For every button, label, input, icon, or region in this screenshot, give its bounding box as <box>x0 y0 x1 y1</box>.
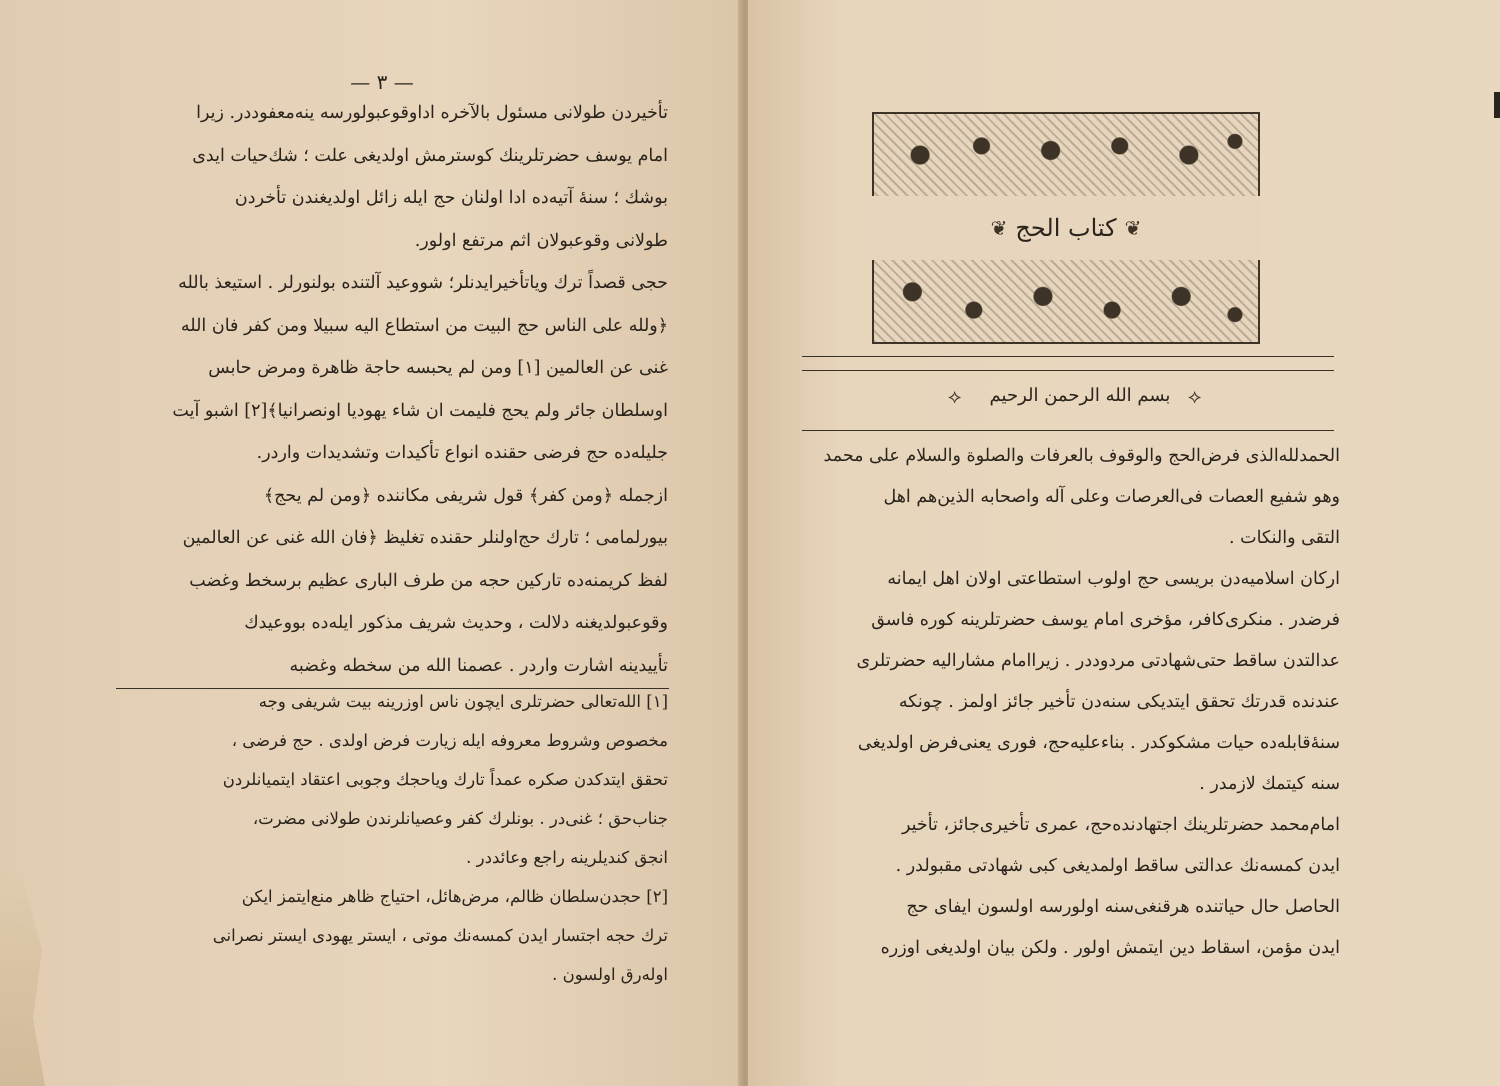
text-line: التقی والنکات . <box>1229 528 1340 548</box>
left-page-footnotes <box>124 682 668 994</box>
text-line: الحمدلله‌الذی فرض‌الحج والوقوف بالعرفات والصلوة والسلام علی محمد <box>823 446 1340 466</box>
basmala-heading: بسم الله الرحمن الرحیم <box>989 385 1171 406</box>
page-number: — ٣ — <box>350 70 414 94</box>
header-rule-upper <box>802 370 1334 371</box>
text-line: جلیله‌ده حج فرضی حقنده انواع تأکیدات وتشدیدات واردر. <box>256 443 668 463</box>
text-line: [١] الله‌تعالی حضرتلری ایچون ناس اوزرینه بیت شریفی وجه <box>258 692 668 711</box>
text-line: [٢] حجدن‌سلطان ظالم، مرض‌هائل، احتیاج ظاهر منع‌ایتمز ایکن <box>241 887 668 906</box>
text-line: ازجمله ﴿ومن کفر﴾ قول شریفی مکاننده ﴿ومن لم یحج﴾ <box>263 485 668 506</box>
text-line: امام یوسف حضرتلرینك كوسترمش اولدیغی علت ؛ شك‌حیات ایدی <box>192 145 668 166</box>
text-line: لفظ کریمنه‌ده تارکین حجه من طرف الباری عظیم برسخط وغضب <box>189 570 668 591</box>
text-line: بوشك ؛ سنهٔ آتیه‌ده ادا اولنان حج ایله زائل اولدیغندن تأخردن <box>234 188 668 208</box>
text-line: تأییدینه اشارت واردر . عصمنا الله من سخطه وغضبه <box>289 655 668 676</box>
text-line: حجی قصداً ترك ویاتأخیرایدنلر؛ شووعید آلتنده بولنورلر . استیعذ بالله <box>178 273 668 293</box>
flourish-ornament-icon: ❦ <box>1124 216 1142 240</box>
text-line: انجق کندیلرینه راجع وعائددر . <box>466 848 668 867</box>
flourish-ornament-icon: ❦ <box>990 216 1008 240</box>
torn-corner <box>0 860 60 1086</box>
text-line: طولانی وقوعبولان اثم مرتفع اولور. <box>414 230 668 251</box>
chapter-title: کتاب الحج <box>1015 214 1117 242</box>
text-line: الحاصل حال حیاتنده هرقنغی‌سنه اولورسه اولسون ایفای حج <box>906 897 1340 917</box>
text-line: تحقق ایتدکدن صکره عمداً تارك ویاحجك وجوبی اعتقاد ایتمیانلردن <box>222 770 668 789</box>
text-line: ﴿ولله علی الناس حج البیت من استطاع الیه سبیلا ومن کفر فان الله <box>180 315 668 336</box>
text-line: اوله‌رق اولسون . <box>552 965 668 984</box>
ornament-title-band <box>872 196 1260 260</box>
text-line: سنهٔ‌قابله‌ده حیات مشکوکدر . بناءعلیه‌حج، فوری یعنی‌فرض اولدیغی <box>857 733 1340 753</box>
text-line: امام‌محمد حضرتلرینك اجتهادنده‌حج، عمری تأخیری‌جائز، تأخیر <box>901 815 1340 835</box>
text-line: ارکان اسلامیه‌دن بریسی حج اولوب استطاعتی اولان اهل ایمانه <box>887 569 1340 589</box>
text-line: عدالتدن ساقط حتی‌شهادتی مردوددر . زیراامام مشارالیه حضرتلری <box>856 651 1340 671</box>
text-line: غنی عن العالمین [١] ومن لم یحبسه حاجة ظاهرة ومرض حابس <box>208 358 668 378</box>
text-line: ایدن مؤمن، اسقاط دین ایتمش اولور . ولکن بیان اولدیغی اوزره <box>880 938 1340 958</box>
text-line: مخصوص وشروط معروفه ایله زیارت فرض اولدی . حج فرضی ، <box>231 731 668 750</box>
text-line: وهو شفیع العصات فی‌العرصات وعلی آله واصحابه الذین‌هم اهل <box>883 487 1340 507</box>
header-rule-bottom <box>802 430 1334 431</box>
text-line: وقوعبولدیغنه دلالت ، وحدیث شریف مذکور ایله‌ده بووعیدك <box>244 613 668 633</box>
text-line: عندنده قدرتك تحقق ایتدیکی سنه‌دن تأخیر جائز اولمز . چونکه <box>898 692 1340 712</box>
text-line: ترك حجه اجتسار ایدن کمسه‌نك موتی ، ایستر یهودی ایستر نصرانی <box>212 926 668 945</box>
right-page-main-text <box>806 436 1340 969</box>
text-line: فرضدر . منکری‌کافر، مؤخری امام یوسف حضرتلرینه کوره فاسق <box>871 610 1340 630</box>
page-edge-mark <box>1494 92 1500 118</box>
text-line: ایدن کمسه‌نك عدالتی ساقط اولمدیغی کبی شهادتی مقبولدر . <box>895 856 1340 876</box>
text-line: تأخیردن طولانی مسئول بالآخره اداوقوعبولورسه ینه‌معفوددر. زیرا <box>196 103 668 123</box>
text-line: جناب‌حق ؛ غنی‌در . بونلرك کفر وعصیانلرندن طولانی مضرت، <box>252 809 668 828</box>
left-page-main-text <box>124 92 668 687</box>
text-line: سنه کیتمك لازمدر . <box>1199 774 1340 794</box>
header-rule-top <box>802 356 1334 357</box>
text-line: بیورلمامی ؛ تارك حج‌اولنلر حقنده تغلیظ ﴿فان الله غنی عن العالمین <box>182 528 668 548</box>
flourish-ornament-icon: ⟡ <box>1188 384 1202 408</box>
text-line: اوسلطان جائر ولم یحج فلیمت ان شاء یهودیا اونصرانیا﴾[٢] اشبو آیت <box>172 400 668 421</box>
flourish-ornament-icon: ⟡ <box>948 384 962 408</box>
